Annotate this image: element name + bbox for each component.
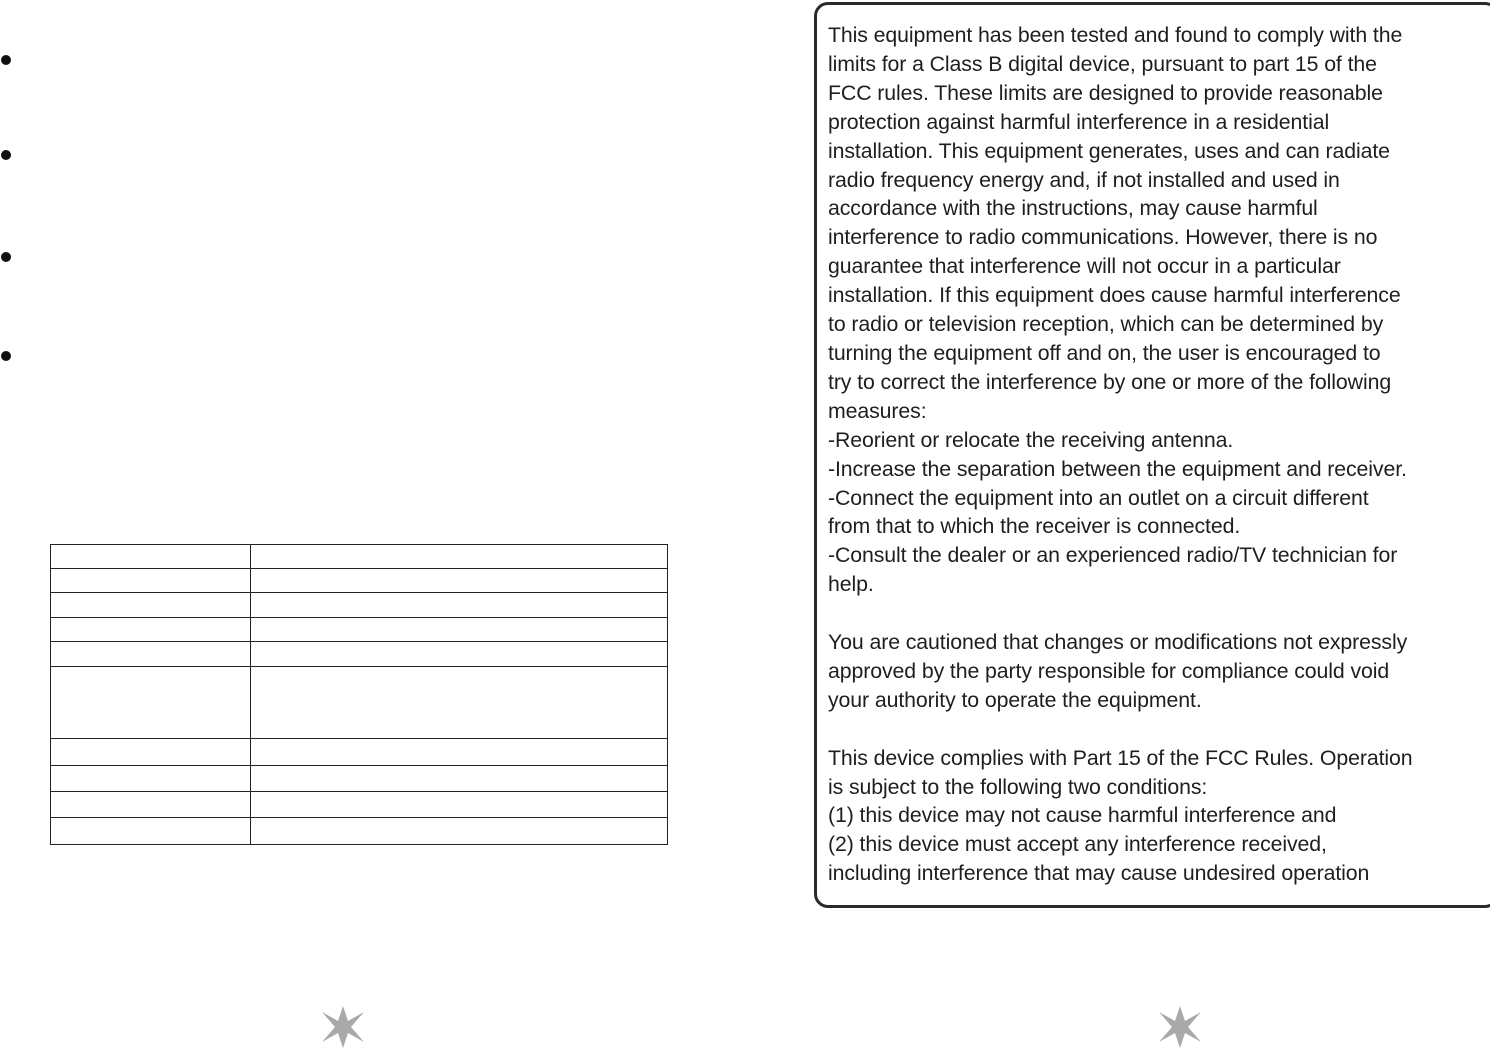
table-row xyxy=(51,545,668,569)
text-line: help. xyxy=(828,572,874,597)
table-cell xyxy=(251,642,668,667)
text-line: is subject to the following two conditions: xyxy=(828,774,1208,799)
fcc-notice-text xyxy=(828,21,1488,888)
table-row xyxy=(51,569,668,593)
table-row xyxy=(51,642,668,667)
table-cell xyxy=(51,667,251,739)
table-row xyxy=(51,792,668,818)
table-row xyxy=(51,766,668,792)
text-line: including interference that may cause undesired operation xyxy=(828,861,1370,886)
bullet-1 xyxy=(1,55,11,65)
table-cell xyxy=(51,593,251,618)
text-line: try to correct the interference by one or more of the following xyxy=(828,369,1392,394)
table-row xyxy=(51,739,668,766)
text-line: This equipment has been tested and found to comply with the xyxy=(828,23,1403,47)
table-cell xyxy=(251,818,668,845)
text-line: approved by the party responsible for compliance could void xyxy=(828,658,1390,683)
fcc-paragraph-3 xyxy=(828,744,1488,889)
table-cell xyxy=(251,618,668,642)
table-row xyxy=(51,667,668,739)
table-cell xyxy=(251,739,668,766)
table-row xyxy=(51,818,668,845)
table-cell xyxy=(51,618,251,642)
text-line: -Reorient or relocate the receiving antenna. xyxy=(828,427,1234,452)
text-line: FCC rules. These limits are designed to provide reasonable xyxy=(828,80,1383,105)
text-line: measures: xyxy=(828,398,927,423)
text-line: from that to which the receiver is connected. xyxy=(828,514,1241,539)
text-line: This device complies with Part 15 of the FCC Rules. Operation xyxy=(828,745,1413,770)
text-line: -Increase the separation between the equipment and receiver. xyxy=(828,456,1407,481)
text-line: your authority to operate the equipment. xyxy=(828,687,1202,712)
text-line: You are cautioned that changes or modifications not expressly xyxy=(828,630,1408,655)
table-cell xyxy=(251,545,668,569)
table-cell xyxy=(51,818,251,845)
text-line: installation. This equipment generates, uses and can radiate xyxy=(828,138,1390,163)
fcc-paragraph-1 xyxy=(828,21,1488,599)
four-point-star-icon xyxy=(320,1004,366,1050)
paragraph-gap xyxy=(828,715,1488,744)
fcc-paragraph-2 xyxy=(828,628,1488,715)
text-line: limits for a Class B digital device, pursuant to part 15 of the xyxy=(828,51,1377,76)
table-cell xyxy=(51,792,251,818)
bullet-2 xyxy=(1,150,11,160)
table-cell xyxy=(51,642,251,667)
table-cell xyxy=(251,569,668,593)
text-line: (1) this device may not cause harmful interference and xyxy=(828,803,1337,828)
text-line: accordance with the instructions, may cause harmful xyxy=(828,196,1318,221)
table-cell xyxy=(251,766,668,792)
text-line: (2) this device must accept any interference received, xyxy=(828,832,1327,857)
text-line: guarantee that interference will not occur in a particular xyxy=(828,254,1341,279)
paragraph-gap xyxy=(828,599,1488,628)
text-line: to radio or television reception, which can be determined by xyxy=(828,312,1384,337)
fcc-notice-box xyxy=(814,2,1490,908)
bullet-3 xyxy=(1,252,11,262)
text-line: radio frequency energy and, if not installed and used in xyxy=(828,167,1340,192)
table-cell xyxy=(51,545,251,569)
spec-table xyxy=(50,544,668,845)
table-cell xyxy=(51,739,251,766)
text-line: protection against harmful interference in a residential xyxy=(828,109,1330,134)
text-line: interference to radio communications. However, there is no xyxy=(828,225,1378,250)
table-cell xyxy=(51,766,251,792)
table-cell xyxy=(51,569,251,593)
text-line: -Connect the equipment into an outlet on a circuit different xyxy=(828,485,1369,510)
table-cell xyxy=(251,667,668,739)
bullet-4 xyxy=(1,351,11,361)
four-point-star-icon xyxy=(1157,1004,1203,1050)
table-cell xyxy=(251,792,668,818)
text-line: turning the equipment off and on, the user is encouraged to xyxy=(828,340,1381,365)
text-line: -Consult the dealer or an experienced radio/TV technician for xyxy=(828,543,1398,568)
text-line: installation. If this equipment does cause harmful interference xyxy=(828,283,1401,308)
table-cell xyxy=(251,593,668,618)
table-row xyxy=(51,618,668,642)
table-row xyxy=(51,593,668,618)
